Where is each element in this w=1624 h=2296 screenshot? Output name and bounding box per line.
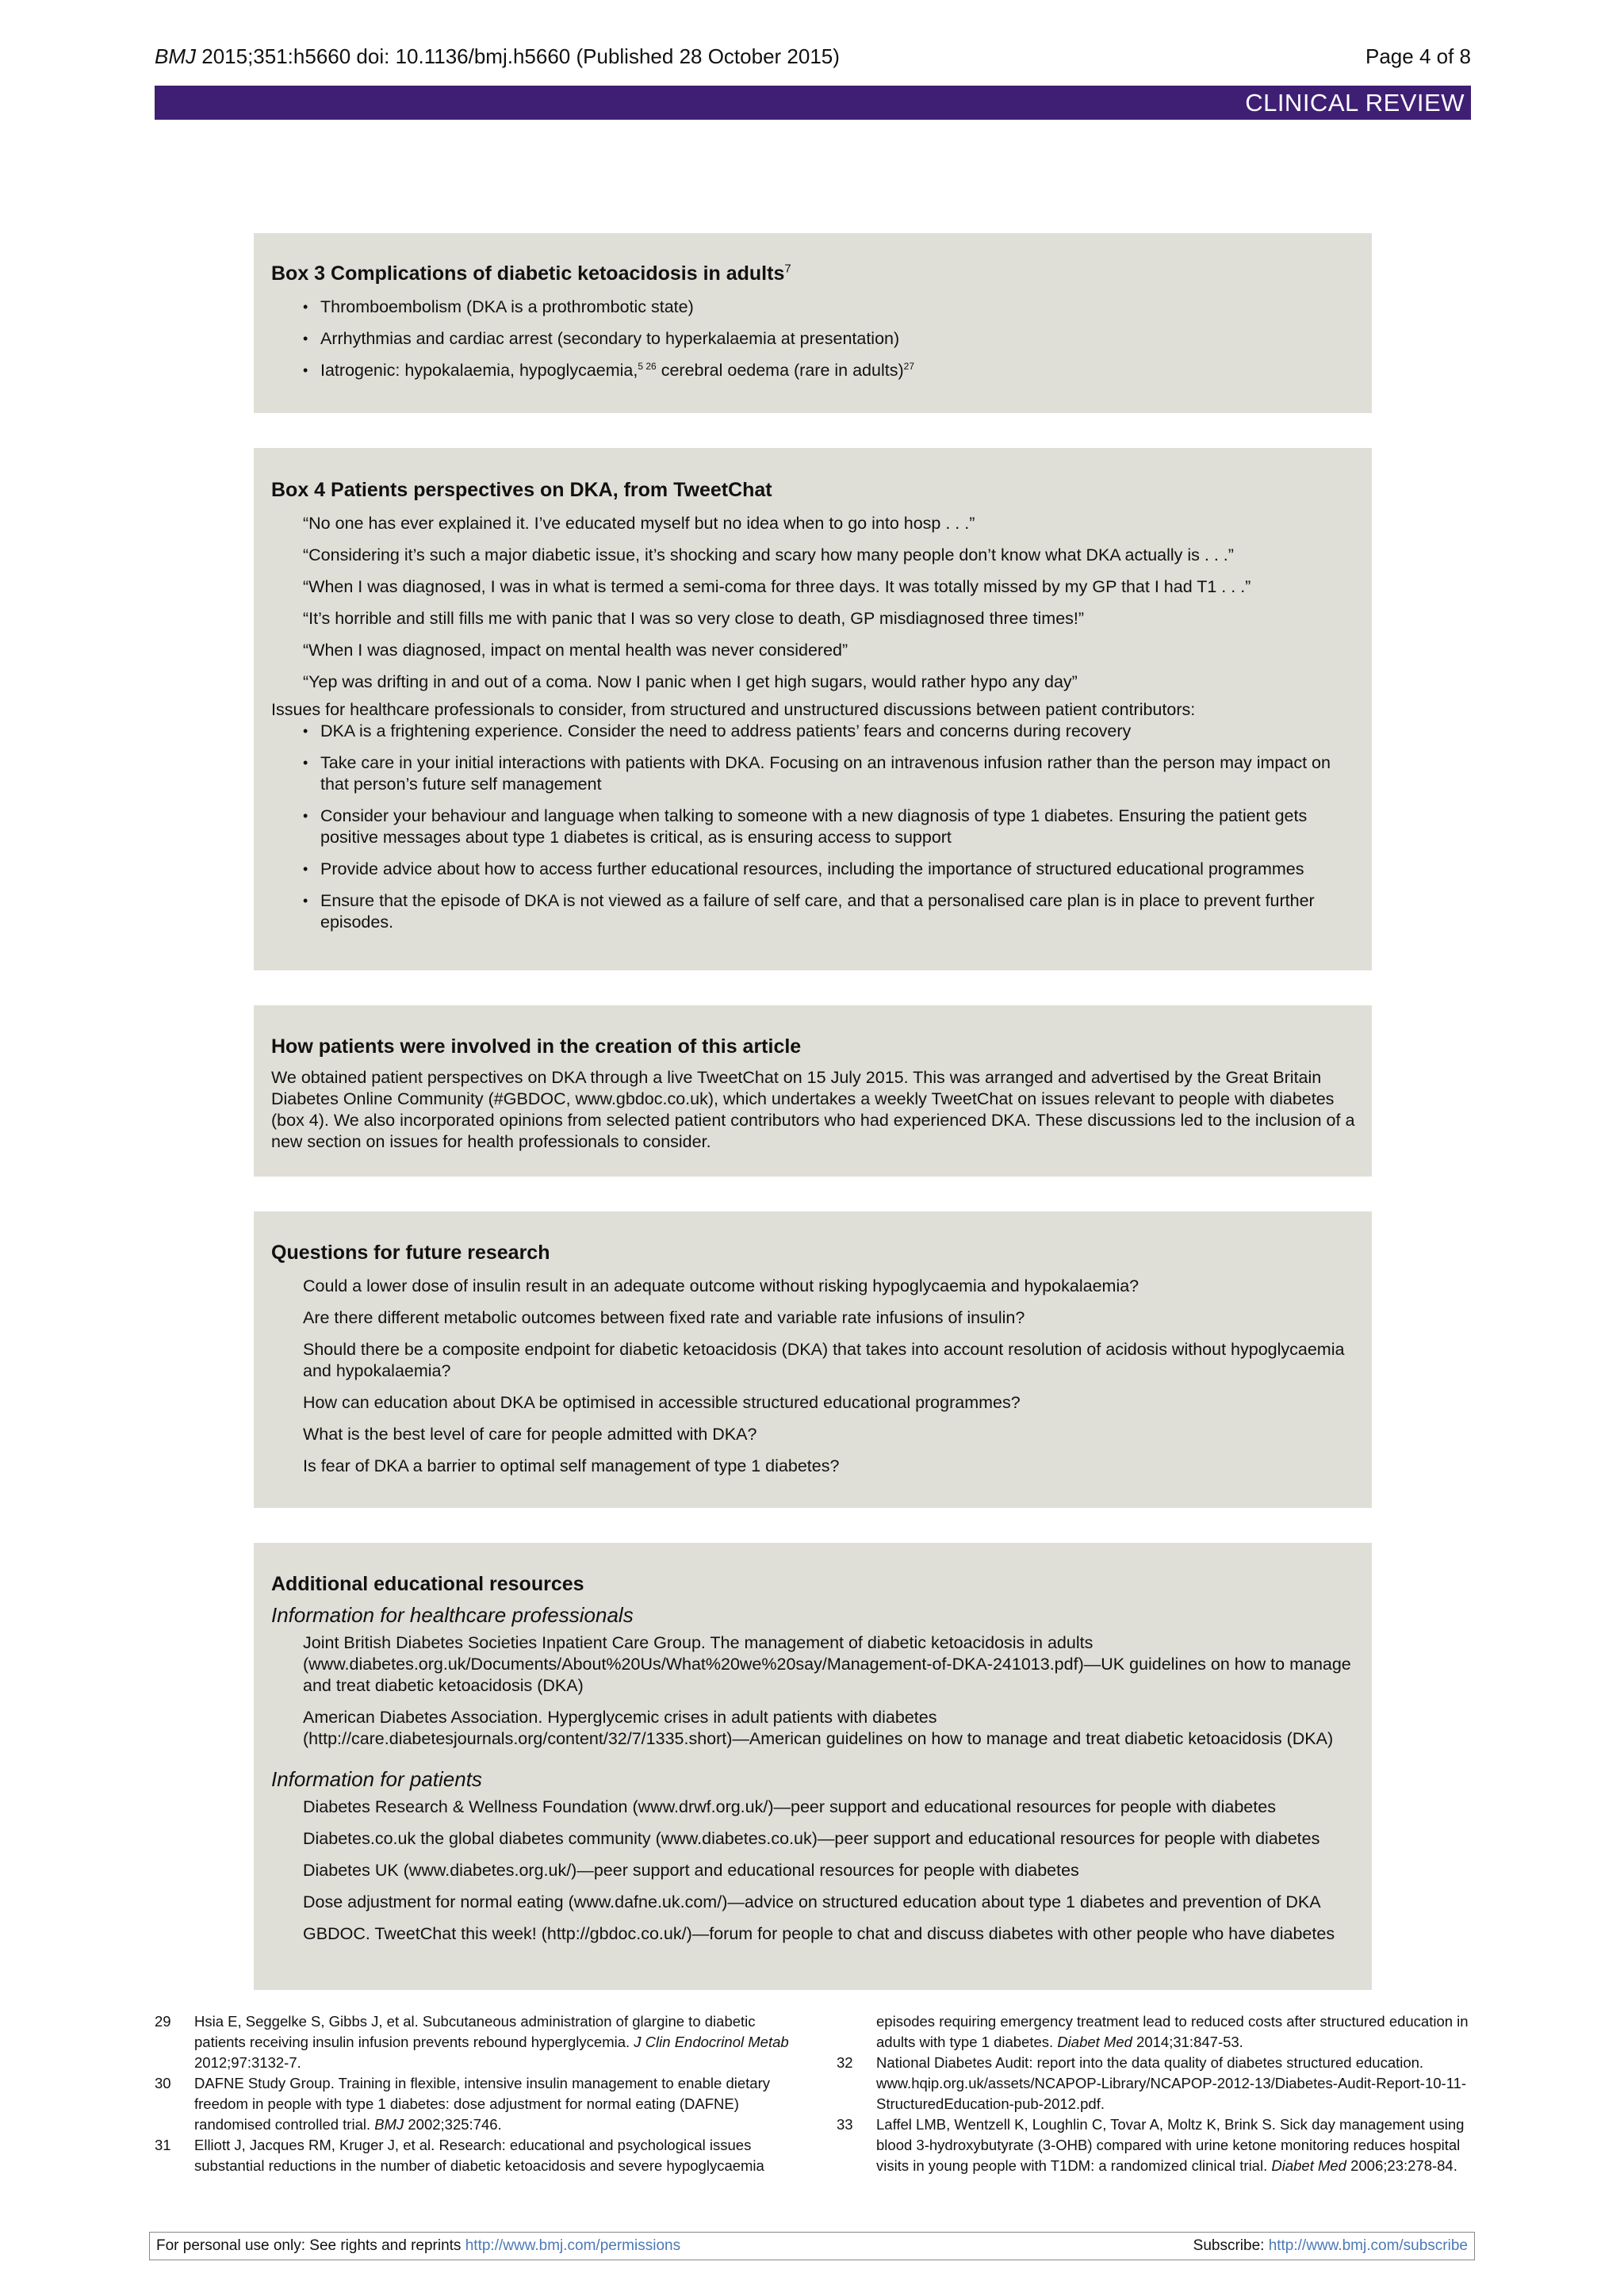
list-item: • DKA is a frightening experience. Consider the need to address patients’ fears and concerns during recovery bbox=[271, 721, 1356, 742]
references-left-column bbox=[155, 2011, 789, 2176]
list-item: How can education about DKA be optimised in accessible structured educational programmes? bbox=[303, 1393, 1021, 1412]
professionals-list bbox=[271, 1632, 1356, 1750]
box-3-title-ref: 7 bbox=[784, 262, 791, 276]
list-item: Diabetes Research & Wellness Foundation (www.drwf.org.uk/)—peer support and educational resources for people with diabetes bbox=[303, 1797, 1276, 1816]
permissions-link[interactable]: http://www.bmj.com/permissions bbox=[465, 2237, 681, 2254]
reference-31: 31 Elliott J, Jacques RM, Kruger J, et al. Research: educational and psychological issues substantial reductions in the number of diabetic ketoacidosis and severe hypoglycaemia bbox=[155, 2137, 764, 2174]
list-item: Are there different metabolic outcomes between fixed rate and variable rate infusions of insulin? bbox=[303, 1308, 1025, 1327]
references-right-column bbox=[837, 2011, 1475, 2176]
future-research-box bbox=[254, 1211, 1372, 1508]
reference-31-continued: episodes requiring emergency treatment lead to reduced costs after structured education in adults with type 1 diabetes. Diabet Med 2014;31:847-53. bbox=[876, 2013, 1469, 2050]
list-item: • Take care in your initial interactions with patients with DKA. Focusing on an intravenous infusion rather than the person may impact on that person’s future self management bbox=[271, 752, 1356, 795]
quote: “Considering it’s such a major diabetic issue, it’s shocking and scary how many people don’t know what DKA actually is . . .” bbox=[303, 545, 1234, 564]
list-item: • Ensure that the episode of DKA is not viewed as a failure of self care, and that a personalised care plan is in place to prevent further episodes. bbox=[271, 890, 1356, 933]
list-item: GBDOC. TweetChat this week! (http://gbdoc.co.uk/)—forum for people to chat and discuss diabetes with other people who have diabetes bbox=[303, 1924, 1335, 1943]
list-item: What is the best level of care for people admitted with DKA? bbox=[303, 1425, 757, 1444]
list-item: • Arrhythmias and cardiac arrest (secondary to hyperkalaemia at presentation) bbox=[271, 328, 1356, 350]
list-item: Diabetes UK (www.diabetes.org.uk/)—peer support and educational resources for people with diabetes bbox=[303, 1861, 1079, 1880]
list-item: Could a lower dose of insulin result in an adequate outcome without risking hypoglycaemia and hypokalaemia? bbox=[303, 1276, 1139, 1295]
subscribe-notice: Subscribe: http://www.bmj.com/subscribe bbox=[1193, 2237, 1468, 2254]
citation-line bbox=[155, 41, 840, 71]
patient-involvement-title: How patients were involved in the creation of this article bbox=[271, 1035, 802, 1058]
patients-heading: Information for patients bbox=[271, 1767, 482, 1791]
patient-involvement-text: We obtained patient perspectives on DKA through a live TweetChat on 15 July 2015. This was arranged and advertised by the Great Britain Diabetes Online Community (#GBDOC, www.gbdoc.co.uk), which undertakes a weekly TweetChat on issues relevant to people with diabetes (box 4). We also incorporated opinions from selected patient contributors who had experienced DKA. These discussions led to the inclusion of a new section on issues for health professionals to consider. bbox=[271, 1068, 1355, 1151]
list-item: Should there be a composite endpoint for diabetic ketoacidosis (DKA) that takes into account resolution of acidosis without hypoglycaemia and hypokalaemia? bbox=[303, 1340, 1345, 1380]
list-item: American Diabetes Association. Hyperglycemic crises in adult patients with diabetes (http://care.diabetesjournals.org/content/32/7/1335.short)—American guidelines on how to manage and treat diabetic ketoacidosis (DKA) bbox=[303, 1708, 1334, 1748]
quote: “Yep was drifting in and out of a coma. Now I panic when I get high sugars, would rather hypo any day” bbox=[303, 672, 1078, 691]
list-item: • Iatrogenic: hypokalaemia, hypoglycaemia,$^{5 26}$ cerebral oedema (rare in adults)$^{27}$ bbox=[271, 360, 1356, 381]
box-3-list bbox=[271, 297, 1356, 381]
future-research-title: Questions for future research bbox=[271, 1242, 550, 1264]
running-header bbox=[155, 41, 1471, 71]
reference-33: 33 Laffel LMB, Wentzell K, Loughlin C, Tovar A, Moltz K, Brink S. Sick day management using blood 3-hydroxybutyrate (3-OHB) compared with urine ketone monitoring reduces hospital visits in young people with T1DM: a randomized clinical trial. Diabet Med 2006;23:278-84. bbox=[837, 2116, 1465, 2174]
quote-list bbox=[271, 513, 1356, 693]
subscribe-link[interactable]: http://www.bmj.com/subscribe bbox=[1268, 2237, 1468, 2254]
page-number: Page 4 of 8 bbox=[1365, 44, 1471, 68]
quote: “It’s horrible and still fills me with panic that I was so very close to death, GP misdiagnosed three times!” bbox=[303, 609, 1085, 628]
citation-text: 2015;351:h5660 doi: 10.1136/bmj.h5660 (Published 28 October 2015) bbox=[201, 44, 840, 68]
box-3-complications bbox=[254, 233, 1372, 413]
patient-involvement-box bbox=[254, 1005, 1372, 1177]
educational-resources-title: Additional educational resources bbox=[271, 1573, 584, 1595]
list-item: Joint British Diabetes Societies Inpatient Care Group. The management of diabetic ketoacidosis in adults (www.diabetes.org.uk/Documents/About%20Us/What%20we%20say/Management-of-DKA-241013.pdf)—UK guidelines on how to manage and treat diabetic ketoacidosis (DKA) bbox=[303, 1633, 1351, 1695]
list-item: • Consider your behaviour and language when talking to someone with a new diagnosis of type 1 diabetes. Ensuring the patient gets positive messages about type 1 diabetes is critical, as is ensuring access to support bbox=[271, 806, 1356, 848]
list-item: Is fear of DKA a barrier to optimal self management of type 1 diabetes? bbox=[303, 1456, 840, 1475]
box-4-title: Box 4 Patients perspectives on DKA, from TweetChat bbox=[271, 479, 772, 501]
list-item: Dose adjustment for normal eating (www.dafne.uk.com/)—advice on structured education about type 1 diabetes and prevention of DKA bbox=[303, 1892, 1321, 1911]
reference-32: 32 National Diabetes Audit: report into the data quality of diabetes structured education. www.hqip.org.uk/assets/NCAPOP-Library/NCAPOP-2012-13/Diabetes-Audit-Report-10-11-StructuredEducation-pub-2012.pdf. bbox=[837, 2054, 1467, 2112]
professionals-heading: Information for healthcare professionals bbox=[271, 1603, 634, 1627]
rights-notice: For personal use only: See rights and reprints http://www.bmj.com/permissions bbox=[156, 2237, 681, 2254]
quote: “When I was diagnosed, I was in what is termed a semi-coma for three days. It was totally missed by my GP that I had T1 . . .” bbox=[303, 577, 1251, 596]
list-item: Diabetes.co.uk the global diabetes community (www.diabetes.co.uk)—peer support and educational resources for people with diabetes bbox=[303, 1829, 1320, 1848]
patients-list bbox=[271, 1797, 1356, 1945]
page-footer bbox=[149, 2232, 1475, 2260]
reference-29: 29 Hsia E, Seggelke S, Gibbs J, et al. Subcutaneous administration of glargine to diabetic patients receiving insulin infusion prevents rebound hyperglycemia. J Clin Endocrinol Metab 2012;97:3132-7. bbox=[155, 2013, 789, 2071]
list-item: • Provide advice about how to access further educational resources, including the importance of structured educational programmes bbox=[271, 859, 1356, 880]
reference-30: 30 DAFNE Study Group. Training in flexible, intensive insulin management to enable dietary freedom in people with type 1 diabetes: dose adjustment for normal eating (DAFNE) randomised controlled trial. BMJ 2002;325:746. bbox=[155, 2075, 770, 2133]
quote: “No one has ever explained it. I’ve educated myself but no idea when to go into hosp . . .” bbox=[303, 514, 975, 533]
research-questions-list bbox=[271, 1276, 1356, 1477]
box-3-title: Box 3 Complications of diabetic ketoacidosis in adults$^7$ bbox=[271, 262, 791, 285]
list-item: • Thromboembolism (DKA is a prothrombotic state) bbox=[271, 297, 1356, 318]
quote: “When I was diagnosed, impact on mental health was never considered” bbox=[303, 641, 848, 660]
section-label: CLINICAL REVIEW bbox=[1245, 89, 1465, 117]
journal-name: BMJ bbox=[155, 44, 196, 68]
educational-resources-box bbox=[254, 1543, 1372, 1990]
issues-intro: Issues for healthcare professionals to consider, from structured and unstructured discussions between patient contributors: bbox=[271, 700, 1196, 719]
section-banner bbox=[155, 86, 1471, 120]
issues-list bbox=[271, 721, 1356, 933]
box-4-patient-perspectives bbox=[254, 448, 1372, 970]
